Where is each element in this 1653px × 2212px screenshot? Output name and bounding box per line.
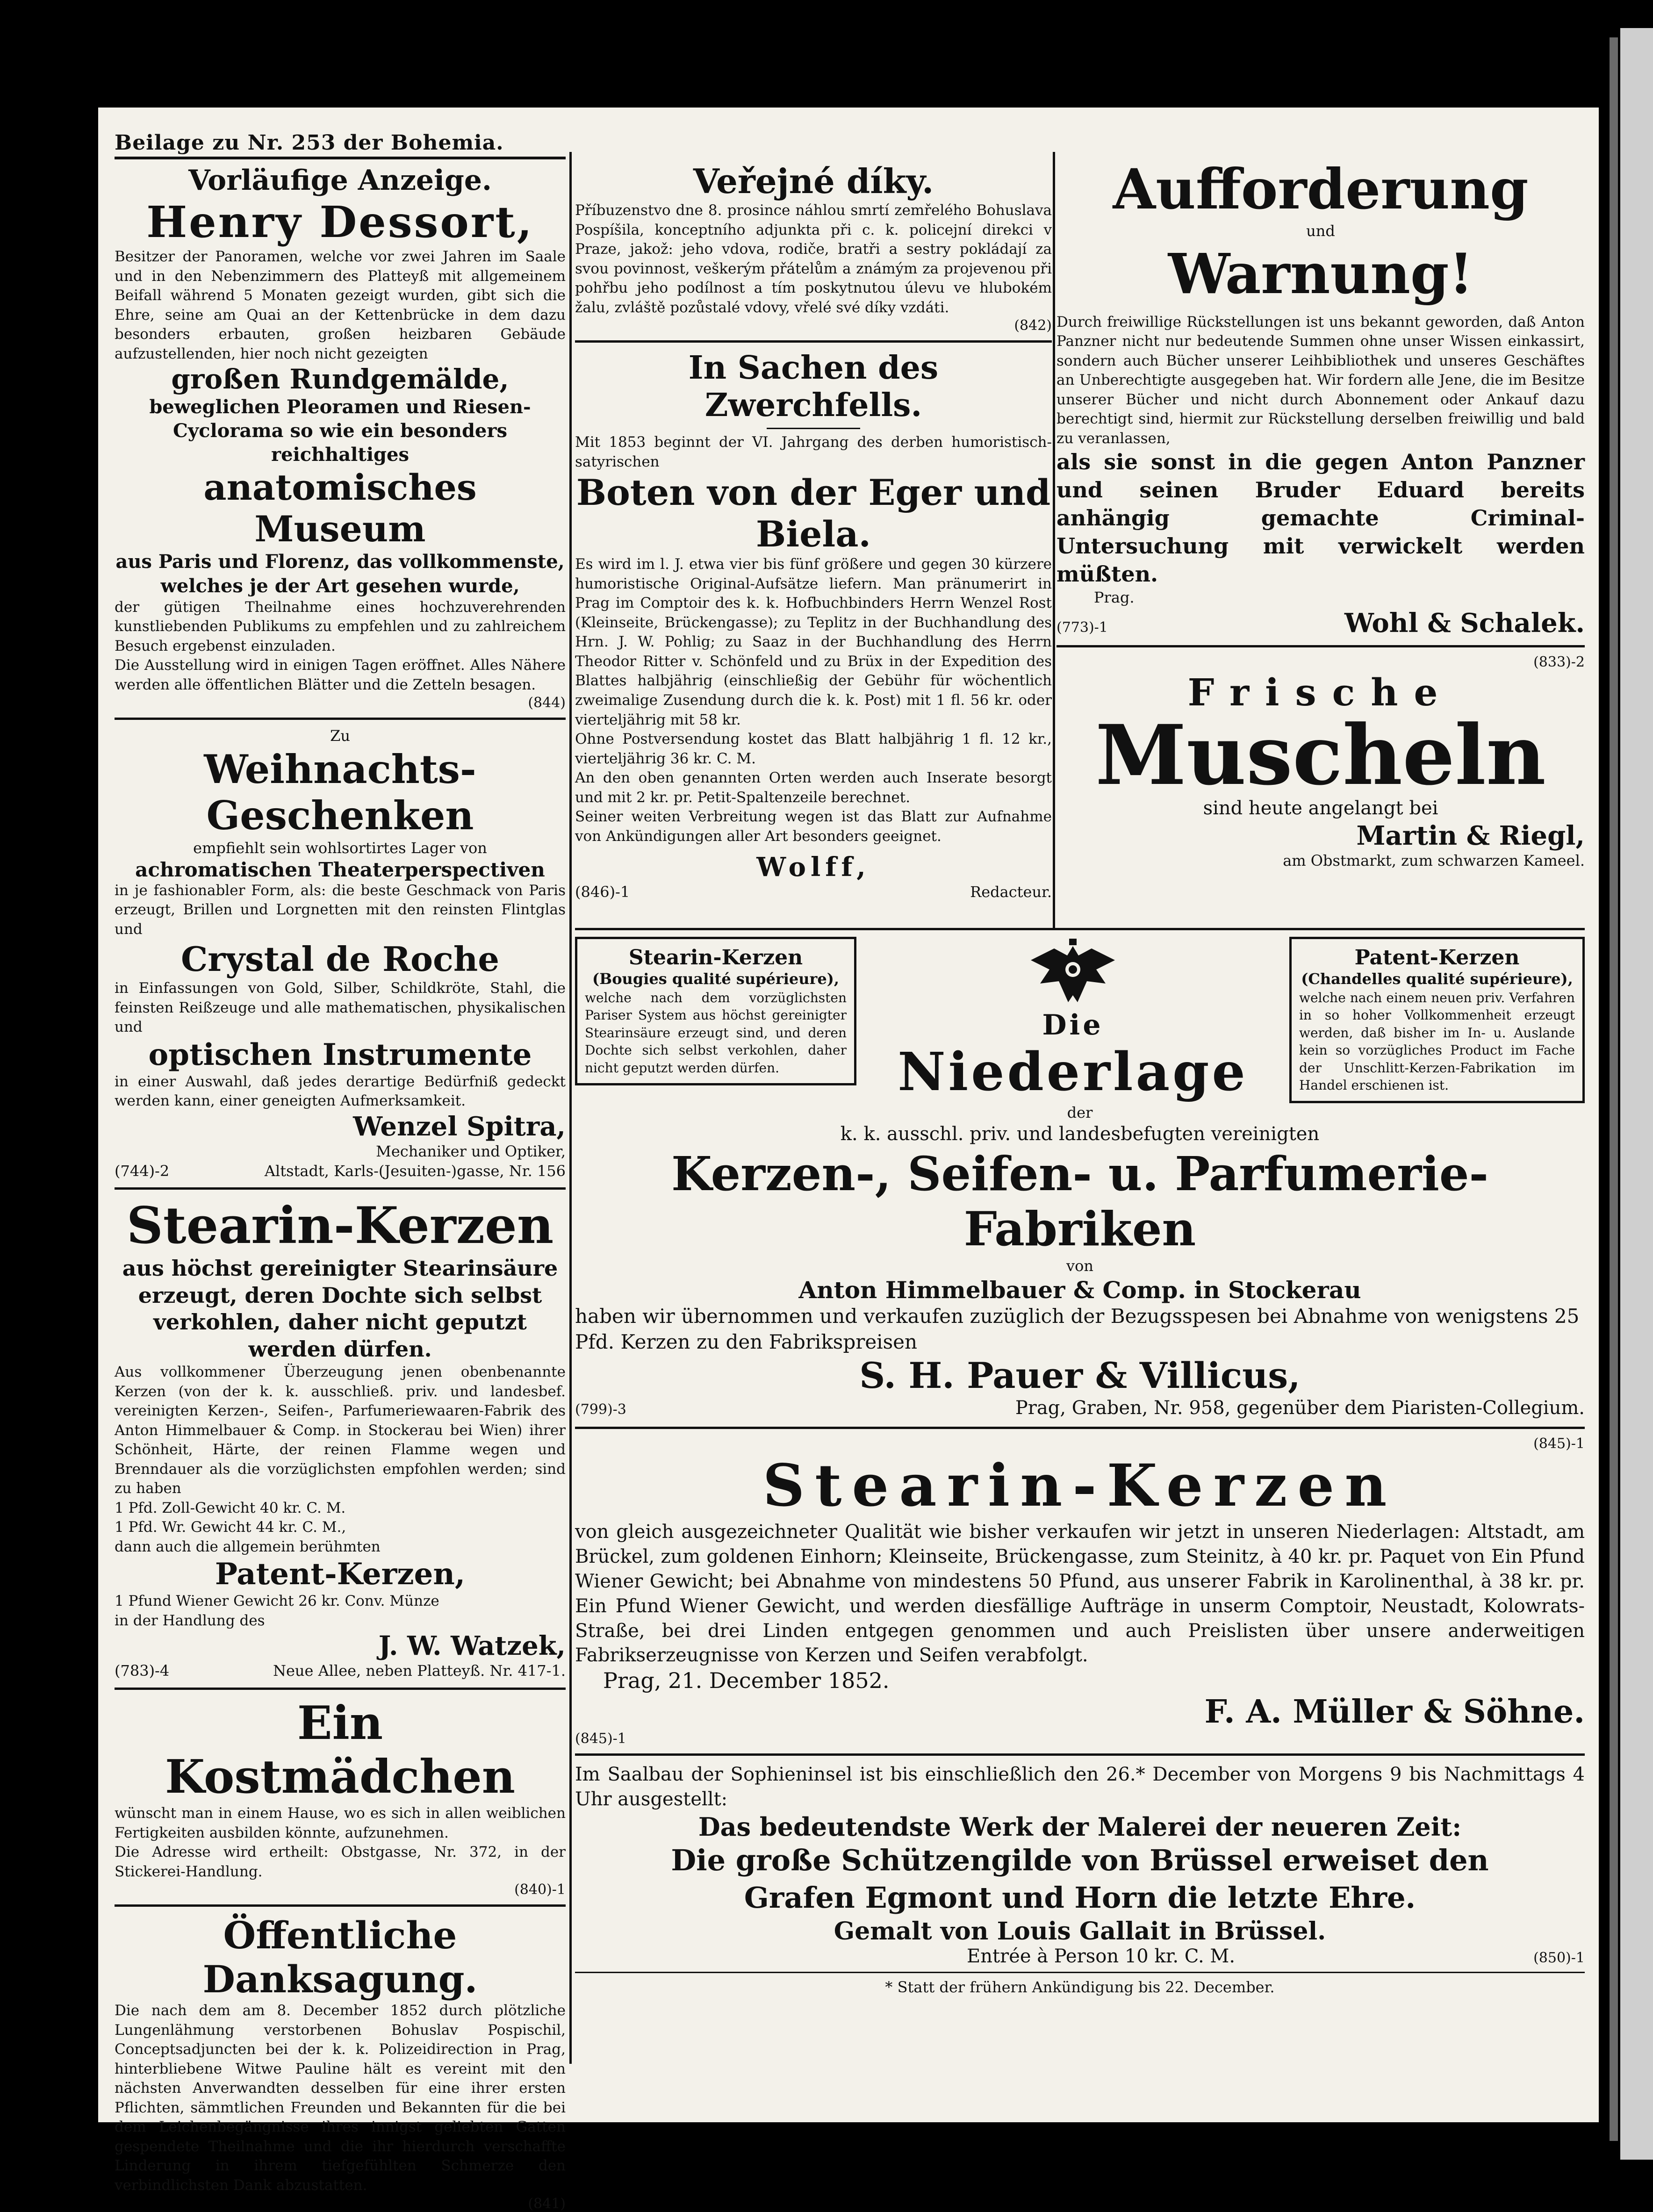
- ad-text: 1 Pfund Wiener Gewicht 26 kr. Conv. Münze: [115, 1593, 439, 1610]
- ad-title: Stearin-Kerzen: [126, 1196, 554, 1256]
- ad-text: Seiner weiten Verbreitung wegen ist das Blatt zur Aufnahme von Ankündigungen aller Art besonders geeignet.: [575, 808, 1052, 845]
- ad-dessort: [115, 164, 566, 711]
- ad-signer: Wenzel Spitra,: [353, 1111, 566, 1142]
- ad-address: am Obstmarkt, zum schwarzen Kameel.: [1283, 852, 1585, 870]
- divider: [115, 1187, 566, 1190]
- ad-text: An den oben genannten Orten werden auch Inserate besorgt und mit 2 kr. pr. Petit-Spaltenzeile berechnet.: [575, 769, 1052, 806]
- ad-text: k. k. ausschl. priv. und landesbefugten vereinigten: [840, 1123, 1320, 1145]
- ad-title: In Sachen des Zwerchfells.: [688, 349, 939, 424]
- divider: [115, 1904, 566, 1907]
- box-patent: [1289, 937, 1585, 1103]
- ad-text: empfiehlt sein wohlsortirtes Lager von: [193, 839, 487, 857]
- ad-mueller: [575, 1436, 1585, 1747]
- ad-spitra: [115, 726, 566, 1181]
- ad-muscheln: [1056, 654, 1585, 871]
- ad-text: Aus vollkommener Überzeugung jenen obenbenannte Kerzen (von der k. k. ausschließ. priv. und landesbef. vereinigten Kerzen-, Seifen-, Parfumeriewaaren-Fabrik des Anton Himmelbauer & Comp. in Stockerau bei Wien) ihrer Schönheit, Härte, der reinen Flamme wegen und Brenndauer als die vorzüglichsten empfohlen werden; sind zu haben: [115, 1364, 566, 1497]
- box-stearin: [575, 937, 856, 1085]
- column-left: [115, 108, 566, 2212]
- ad-text: Es wird im l. J. etwa vier bis fünf größere und gegen 30 kürzere humoristische Original-Aufsätze liefern. Man pränumerirt in Prag im Comptoir des k. k. Hofbuchbinders Herrn Wenzel Rost (Kleinseite, Brückengasse); zu Teplitz in der Buchhandlung des Hrn. J. W. Pohlig; zu Saaz in der Buchhandlung des Herrn Theodor Ritter v. Schönfeld und zu Brüx in der Expedition des Blattes halbjährig (einschließig der Gebühr für wöchentlich zweimalige Zusendung durch die k. k. Post) mit 1 fl. 56 kr. oder vierteljährig mit 58 kr.: [575, 556, 1052, 728]
- ad-heading: großen Rundgemälde,: [171, 363, 509, 395]
- ad-text: Die nach dem am 8. December 1852 durch plötzliche Lungenlähmung verstorbenen Bohuslav Pospischil, Conceptsadjuncten bei der k. k. Polizeidirection in Prag, hinterbliebene Witwe Pauline hält es vereint mit den nächsten Anverwandten desselben für eine ihrer ersten Pflichten, sämmtlichen Freunden und Bekannten für die bei dem Leichenbegängnisse ihres innigst geliebten Gatten gespendete Theilnahme und die ihr hierdurch verschaffte Linderung in ihrem tiefgefühlten Schmerze den verbindlichsten Dank abzustatten.: [115, 2002, 566, 2194]
- ad-title: Weihnachts-Geschenken: [204, 746, 476, 839]
- box-text: welche nach dem vorzüglichsten Pariser System aus höchst gereinigter Stearinsäure erzeugt sind, und deren Dochte sich selbst verkohlen, daher nicht geputzt werden dürfen.: [585, 990, 847, 1076]
- ad-title: Warnung!: [1168, 241, 1473, 306]
- column-rule: [569, 152, 572, 2064]
- page-edge: [1620, 28, 1653, 2160]
- ad-verejne-diky: [575, 161, 1052, 334]
- ad-signer: J. W. Watzek,: [378, 1630, 566, 1662]
- ad-text: Entrée à Person 10 kr. C. M.: [967, 1946, 1236, 1967]
- ad-address: Altstadt, Karls-(Jesuiten-)gasse, Nr. 156: [264, 1162, 566, 1180]
- ad-price: 1 Pfd. Zoll-Gewicht 40 kr. C. M.: [115, 1499, 346, 1516]
- ad-price: 1 Pfd. Wr. Gewicht 44 kr. C. M.,: [115, 1519, 346, 1536]
- ad-text: aus höchst gereinigter Stearinsäure erzeugt, deren Dochte sich selbst verkohlen, daher nicht geputzt werden dürfen.: [122, 1256, 558, 1362]
- ad-heading: achromatischen Theaterperspectiven: [135, 858, 545, 881]
- ad-heading: anatomisches Museum: [203, 467, 477, 550]
- ad-heading: Crystal de Roche: [180, 939, 499, 979]
- ad-ref: (783)-4: [115, 1662, 170, 1680]
- ad-signer: S. H. Pauer & Villicus,: [859, 1355, 1301, 1397]
- ad-text: Im Saalbau der Sophieninsel ist bis einschließlich den 26.* December von Morgens 9 bis Nachmittags 4 Uhr ausgestellt:: [575, 1764, 1585, 1810]
- box-text: welche nach einem neuen priv. Verfahren in so hoher Vollkommenheit erzeugt werden, daß bisher im In- u. Auslande kein so vorzügliches Product im Fache der Unschlitt-Kerzen-Fabrikation im Handel erschienen ist.: [1299, 990, 1575, 1093]
- ad-signer-role: Redacteur.: [970, 883, 1052, 901]
- supplement-header: Beilage zu Nr. 253 der Bohemia.: [115, 108, 566, 159]
- ad-ref: (846)-1: [575, 883, 630, 901]
- ad-kicker: und: [1306, 222, 1335, 240]
- ad-ref: (842): [1014, 317, 1052, 334]
- ad-signer: Wohl & Schalek.: [1344, 607, 1585, 639]
- ad-date: Prag, 21. December 1852.: [603, 1668, 890, 1694]
- ad-heading: Das bedeutendste Werk der Malerei der neueren Zeit:: [698, 1811, 1462, 1842]
- ad-text: in der Handlung des: [115, 1612, 265, 1629]
- ad-kicker: der: [1067, 1103, 1093, 1121]
- ad-kicker: Vorläufige Anzeige.: [188, 164, 492, 197]
- ad-ref: (773)-1: [1056, 619, 1108, 636]
- ad-ref: (850)-1: [1533, 1950, 1585, 1966]
- divider: [575, 1753, 1585, 1756]
- divider: [115, 718, 566, 720]
- divider: [767, 428, 860, 429]
- ad-kicker: Zu: [330, 727, 350, 745]
- box-sub: (Chandelles qualité supérieure),: [1301, 970, 1573, 988]
- double-eagle-icon: [1026, 937, 1120, 1007]
- ad-text: als sie sonst in die gegen Anton Panzner und seinen Bruder Eduard bereits anhängig gemachte Criminal-Untersuchung mit verwickelt werden müßten.: [1056, 449, 1585, 587]
- ad-ref: (844): [528, 695, 566, 711]
- ad-kicker: Die: [1042, 1009, 1104, 1041]
- ad-ref: (841): [528, 2195, 566, 2212]
- ad-text: beweglichen Pleoramen und Riesen-Cyclorama so wie ein besonders reichhaltiges: [149, 395, 531, 466]
- ad-text: haben wir übernommen und verkaufen zuzüglich der Bezugsspesen bei Abnahme von wenigstens 25 Pfd. Kerzen zu den Fabrikspreisen: [575, 1305, 1580, 1353]
- ad-title: Frische: [1187, 670, 1454, 714]
- ad-kostmaedchen: [115, 1696, 566, 1898]
- newspaper-page: [98, 108, 1599, 2212]
- divider: [575, 1427, 1585, 1429]
- ad-ref: (840)-1: [514, 1882, 566, 1898]
- divider: [575, 1972, 1585, 1973]
- ad-zwerchfell: [575, 349, 1052, 902]
- ad-ref: (833)-2: [1533, 654, 1585, 670]
- ad-niederlage: [575, 928, 1585, 1997]
- ad-name: Henry Dessort,: [146, 197, 534, 247]
- divider: [115, 1688, 566, 1690]
- box-title: Stearin-Kerzen: [628, 946, 803, 970]
- box-sub: (Bougies qualité supérieure),: [592, 970, 839, 988]
- niederlage-center: [856, 937, 1289, 1103]
- ad-text: Mit 1853 beginnt der VI. Jahrgang des derben humoristisch-satyrischen: [575, 434, 1052, 470]
- ad-kicker: von: [1066, 1257, 1093, 1275]
- ad-text: wünscht man in einem Hause, wo es sich in allen weiblichen Fertigkeiten ausbilden könnte, aufzunehmen.: [115, 1805, 566, 1841]
- divider: [1056, 645, 1585, 647]
- ad-text: Příbuzenstvo dne 8. prosince náhlou smrtí zemřelého Bohuslava Pospíšila, konceptního adjunkta při c. k. policejní direkci v Praze, jakož: jeho vdova, rodiče, bratři a sestry pokládají za svou povinnost, veškerým přátelům a známým za projevenou při pohřbu jeho podílnost a tím poskytnutou úlevu ve hlubokém žalu, zvláště pozůstalé vdovy, vřelé své díky vzdáti.: [575, 202, 1052, 316]
- ad-heading: Die große Schützengilde von Brüssel erweiset den Grafen Egmont und Horn die letzte Ehre.: [671, 1843, 1489, 1915]
- ad-text: Die Ausstellung wird in einigen Tagen eröffnet. Alles Nähere werden alle öffentlichen Blätter und die Zetteln besagen.: [115, 657, 566, 693]
- ad-watzek: [115, 1196, 566, 1681]
- ad-heading: Kerzen-, Seifen- u. Parfumerie-Fabriken: [671, 1146, 1489, 1257]
- divider: [575, 928, 1585, 930]
- ad-title: Stearin-Kerzen: [762, 1452, 1397, 1520]
- ad-text: Durch freiwillige Rückstellungen ist uns bekannt geworden, daß Anton Panzner nicht nur bedeutende Summen ohne unser Wissen einkassirt, sondern auch Bücher unserer Leihbibliothek und unseres Geschäftes an Unberechtigte ausgegeben hat. Wir fordern alle Jene, die im Besitze unserer Bücher und nicht durch Abonnement oder Ankauf dazu berechtigt sind, hiermit zur Rückstellung derselben freiwillig und bald zu veranlassen,: [1056, 313, 1585, 447]
- ad-signer: Wolff,: [756, 852, 870, 883]
- ad-text: Ohne Postversendung kostet das Blatt halbjährig 1 fl. 12 kr., vierteljährig 36 kr. C. M.: [575, 731, 1052, 767]
- ad-text: sind heute angelangt bei: [1203, 797, 1438, 819]
- box-title: Patent-Kerzen: [1354, 946, 1520, 970]
- ad-gallait: [575, 1762, 1585, 1997]
- ad-text: aus Paris und Florenz, das vollkommenste, welches je der Art gesehen wurde,: [115, 551, 565, 597]
- ad-ref: (845)-1: [575, 1731, 626, 1747]
- column-right: [1056, 152, 1585, 871]
- ad-heading: Anton Himmelbauer & Comp. in Stockerau: [798, 1276, 1361, 1304]
- ad-title: Niederlage: [898, 1041, 1248, 1103]
- ad-signer-role: Mechaniker und Optiker,: [376, 1142, 566, 1160]
- ad-text: in Einfassungen von Gold, Silber, Schildkröte, Stahl, die feinsten Reißzeuge und alle mathematischen, physikalischen und: [115, 980, 566, 1036]
- ad-heading: optischen Instrumente: [148, 1037, 532, 1072]
- ad-text: in je fashionabler Form, als: die beste Geschmack von Paris erzeugt, Brillen und Lorgnetten mit den reinsten Flintglas und: [115, 882, 566, 938]
- ad-text: in einer Auswahl, daß jedes derartige Bedürfniß gedeckt werden kann, einer geneigten Aufmerksamkeit.: [115, 1073, 566, 1110]
- ad-text: Die Adresse wird ertheilt: Obstgasse, Nr. 372, in der Stickerei-Handlung.: [115, 1844, 566, 1880]
- ad-ref: (845)-1: [1533, 1436, 1585, 1452]
- ad-place: Prag.: [1094, 589, 1135, 607]
- ad-title: Ein Kostmädchen: [165, 1696, 516, 1804]
- ad-text: dann auch die allgemein berühmten: [115, 1538, 381, 1555]
- ad-footnote: * Statt der frühern Ankündigung bis 22. December.: [885, 1978, 1275, 1996]
- ad-warnung: [1056, 157, 1585, 639]
- ad-heading: Patent-Kerzen,: [215, 1557, 466, 1592]
- ad-title: Öffentliche Danksagung.: [202, 1913, 478, 2002]
- ad-text: von gleich ausgezeichneter Qualität wie bisher verkaufen wir jetzt in unseren Niederlagen: Altstadt, am Brückel, zum goldenen Einhorn; Kleinseite, Brückengasse, zum Steinitz, à 40 kr. pr. Paquet von Ein Pfund Wiener Gewicht; bei Abnahme von mindestens 50 Pfund, aus unserer Fabrik in Karolinenthal, à 38 kr. pr. Ein Pfund Wiener Gewicht, und werden diesfällige Aufträge in unserm Comptoir, Neustadt, Kolowrats-Straße, bei drei Linden entgegen genommen und auch Preislisten über unsere anderweitigen Fabrikserzeugnisse von Kerzen und Seifen verabfolgt.: [575, 1521, 1585, 1666]
- ad-title: Muscheln: [1095, 706, 1546, 804]
- ad-heading: Gemalt von Louis Gallait in Brüssel.: [834, 1917, 1326, 1946]
- ad-danksagung: [115, 1913, 566, 2212]
- divider: [575, 340, 1052, 343]
- column-middle: [575, 152, 1052, 902]
- ad-title: Veřejné díky.: [693, 161, 934, 201]
- ad-address: Neue Allee, neben Platteyß. Nr. 417-1.: [273, 1662, 566, 1680]
- ad-ref: (744)-2: [115, 1162, 170, 1180]
- ad-ref: (799)-3: [575, 1401, 626, 1418]
- ad-text: Besitzer der Panoramen, welche vor zwei Jahren im Saale und in den Nebenzimmern des Platteyß mit allgemeinem Beifall während 5 Monaten gezeigt wurden, gibt sich die Ehre, seine am Quai an der Kettenbrücke in dem dazu besonders erbauten, großen heizbaren Gebäude aufzustellenden, hier noch nicht gezeigten: [115, 248, 566, 362]
- ad-signer: Martin & Riegl,: [1356, 820, 1585, 852]
- ad-text: der gütigen Theilnahme eines hochzuverehrenden kunstliebenden Publikums zu empfehlen und zu zahlreichem Besuch ergebenst einzuladen.: [115, 598, 566, 654]
- column-rule: [1053, 152, 1055, 928]
- ad-address: Prag, Graben, Nr. 958, gegenüber dem Piaristen-Collegium.: [1015, 1397, 1585, 1419]
- ad-signer: F. A. Müller & Söhne.: [1204, 1693, 1585, 1731]
- ad-title: Aufforderung: [1113, 157, 1529, 222]
- ad-heading: Boten von der Eger und Biela.: [576, 472, 1051, 555]
- page-edge-shadow: [1610, 37, 1618, 2141]
